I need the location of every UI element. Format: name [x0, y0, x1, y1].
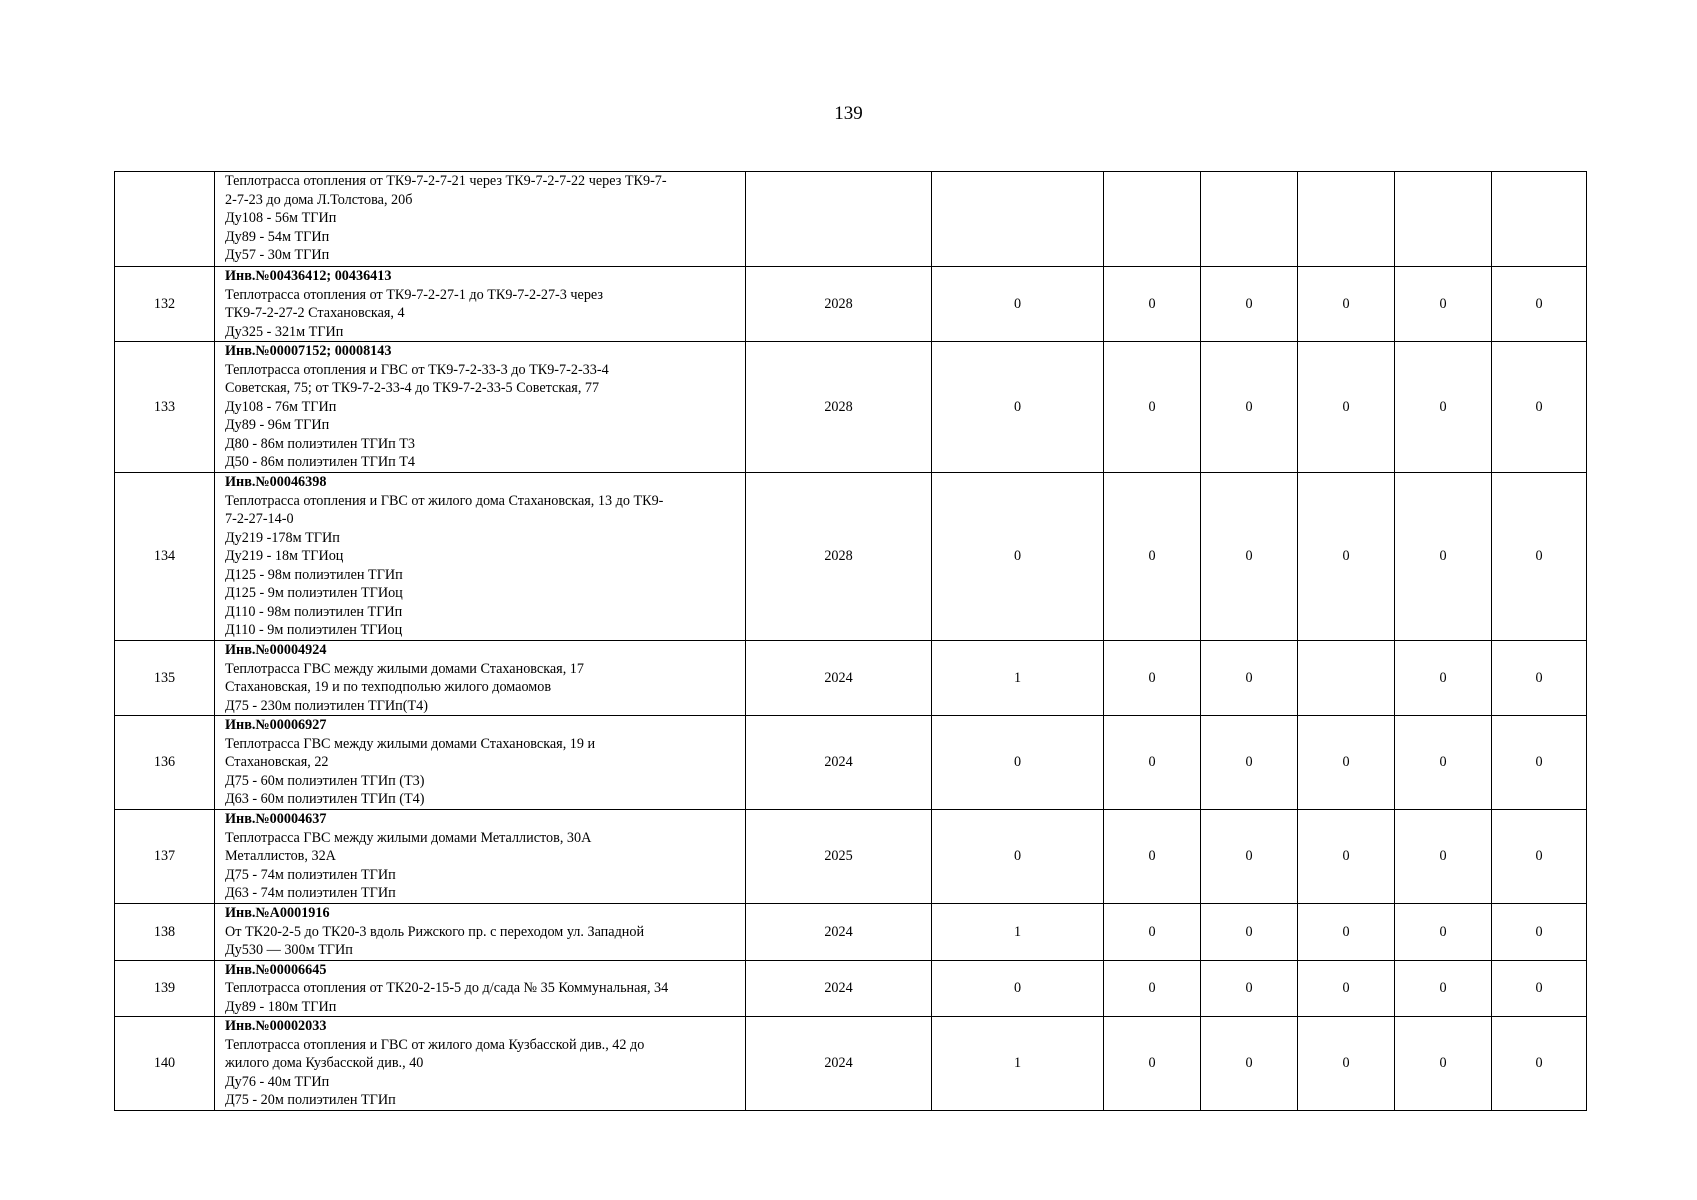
- inventory-number: Инв.№00436412; 00436413: [225, 268, 392, 284]
- row-value: 0: [1104, 1017, 1201, 1111]
- row-number: 135: [115, 641, 215, 716]
- row-value: 0: [1492, 960, 1587, 1017]
- row-value: 0: [1492, 810, 1587, 904]
- row-value: 0: [932, 716, 1104, 810]
- row-number: 136: [115, 716, 215, 810]
- row-value: 0: [1492, 1017, 1587, 1111]
- description-line: Теплотрасса отопления от ТК20-2-15-5 до д/сада № 35 Коммунальная, 34: [225, 980, 669, 996]
- description-line: Д63 - 74м полиэтилен ТГИп: [225, 885, 396, 901]
- row-value: 0: [932, 267, 1104, 342]
- description-line: Д63 - 60м полиэтилен ТГИп (Т4): [225, 791, 425, 807]
- row-value: 0: [1395, 716, 1492, 810]
- description-line: Теплотрасса отопления от ТК9-7-2-7-21 через ТК9-7-2-7-22 через ТК9-7-: [225, 173, 667, 189]
- row-value: 0: [1395, 960, 1492, 1017]
- row-value: [1104, 172, 1201, 267]
- row-description: [215, 810, 746, 904]
- row-value: 0: [1104, 904, 1201, 961]
- row-value: 0: [1298, 1017, 1395, 1111]
- description-line: Ду89 - 54м ТГИп: [225, 228, 330, 245]
- row-value: 0: [1201, 342, 1298, 473]
- description-line: Металлистов, 32А: [225, 848, 336, 864]
- table-row: [115, 716, 1587, 810]
- row-year: 2025: [746, 810, 932, 904]
- row-description: [215, 473, 746, 641]
- table-row: [115, 641, 1587, 716]
- row-value: 0: [1104, 342, 1201, 473]
- row-value: 0: [1492, 904, 1587, 961]
- row-value: [1492, 172, 1587, 267]
- description-line: Теплотрасса ГВС между жилыми домами Металлистов, 30А: [225, 829, 592, 846]
- row-value: 0: [1104, 810, 1201, 904]
- row-value: 0: [1104, 267, 1201, 342]
- description-line: Ду89 - 96м ТГИп: [225, 417, 330, 433]
- row-year: 2028: [746, 342, 932, 473]
- description-line: 7-2-27-14-0: [225, 511, 294, 527]
- row-value: 0: [1492, 267, 1587, 342]
- row-year: 2024: [746, 716, 932, 810]
- description-line: Ду89 - 180м ТГИп: [225, 998, 337, 1015]
- description-line: Ду219 - 18м ТГИоц: [225, 548, 344, 564]
- row-value: 0: [1492, 342, 1587, 473]
- row-value: 0: [1201, 960, 1298, 1017]
- row-value: [1201, 172, 1298, 267]
- row-value: 0: [1395, 904, 1492, 961]
- description-line: Теплотрасса отопления и ГВС от жилого дома Стахановская, 13 до ТК9-: [225, 492, 664, 509]
- description-line: Теплотрасса отопления от ТК9-7-2-27-1 до ТК9-7-2-27-3 через: [225, 286, 604, 303]
- description-line: От ТК20-2-5 до ТК20-3 вдоль Рижского пр. с переходом ул. Западной: [225, 923, 645, 940]
- row-number: 132: [115, 267, 215, 342]
- row-value: 1: [932, 641, 1104, 716]
- row-value: 0: [1298, 810, 1395, 904]
- description-line: Ду76 - 40м ТГИп: [225, 1073, 330, 1090]
- page-number: 139: [834, 103, 863, 124]
- row-value: 0: [1104, 716, 1201, 810]
- row-year: 2024: [746, 904, 932, 961]
- description-line: Ду530 — 300м ТГИп: [225, 942, 353, 958]
- description-line: Д75 - 20м полиэтилен ТГИп: [225, 1092, 396, 1108]
- row-value: 0: [1395, 342, 1492, 473]
- row-value: 0: [1395, 267, 1492, 342]
- row-description: [215, 904, 746, 961]
- row-year: 2024: [746, 1017, 932, 1111]
- description-line: Д110 - 98м полиэтилен ТГИп: [225, 603, 403, 620]
- description-line: Теплотрасса ГВС между жилыми домами Стахановская, 19 и: [225, 735, 596, 752]
- row-value: 0: [1298, 342, 1395, 473]
- row-number: [115, 172, 215, 267]
- table-row: [115, 1017, 1587, 1111]
- row-value: 0: [1201, 716, 1298, 810]
- inventory-number: Инв.№00004637: [225, 811, 327, 827]
- row-value: 0: [1201, 267, 1298, 342]
- description-line: Теплотрасса отопления и ГВС от ТК9-7-2-33-3 до ТК9-7-2-33-4: [225, 361, 609, 378]
- table-row: [115, 960, 1587, 1017]
- row-value: [1298, 172, 1395, 267]
- description-line: Д80 - 86м полиэтилен ТГИп Т3: [225, 435, 415, 452]
- row-number: 139: [115, 960, 215, 1017]
- row-number: 140: [115, 1017, 215, 1111]
- row-year: 2024: [746, 960, 932, 1017]
- description-line: 2-7-23 до дома Л.Толстова, 20б: [225, 191, 413, 208]
- description-line: ТК9-7-2-27-2 Стахановская, 4: [225, 305, 405, 321]
- inventory-number: Инв.№00006645: [225, 961, 327, 978]
- row-value: 0: [1298, 267, 1395, 342]
- row-number: 133: [115, 342, 215, 473]
- row-value: [1395, 172, 1492, 267]
- description-line: Ду325 - 321м ТГИп: [225, 323, 344, 340]
- description-line: Д75 - 230м полиэтилен ТГИп(Т4): [225, 697, 428, 714]
- row-value: 0: [1298, 716, 1395, 810]
- table-row: [115, 267, 1587, 342]
- row-year: 2024: [746, 641, 932, 716]
- inventory-number: Инв.№00002033: [225, 1018, 327, 1034]
- row-value: 1: [932, 1017, 1104, 1111]
- inventory-number: Инв.№00007152; 00008143: [225, 343, 392, 359]
- table-body: [115, 172, 1587, 1111]
- row-description: [215, 960, 746, 1017]
- inventory-number: Инв.№00004924: [225, 642, 327, 658]
- row-value: 0: [1104, 960, 1201, 1017]
- table-row: [115, 904, 1587, 961]
- row-year: [746, 172, 932, 267]
- description-line: Д75 - 74м полиэтилен ТГИп: [225, 866, 396, 883]
- row-description: [215, 1017, 746, 1111]
- row-value: 0: [1395, 1017, 1492, 1111]
- description-line: Д75 - 60м полиэтилен ТГИп (Т3): [225, 772, 425, 789]
- table-row: [115, 810, 1587, 904]
- row-value: 0: [1201, 904, 1298, 961]
- description-line: Советская, 75; от ТК9-7-2-33-4 до ТК9-7-2-33-5 Советская, 77: [225, 380, 600, 396]
- row-value: 0: [932, 342, 1104, 473]
- row-value: 0: [1201, 810, 1298, 904]
- description-line: Стахановская, 22: [225, 754, 329, 770]
- row-value: 0: [1201, 473, 1298, 641]
- table-row: [115, 473, 1587, 641]
- row-value: 0: [1104, 641, 1201, 716]
- row-number: 138: [115, 904, 215, 961]
- table-row: [115, 342, 1587, 473]
- row-value: 0: [1298, 960, 1395, 1017]
- description-line: Д125 - 9м полиэтилен ТГИоц: [225, 585, 403, 601]
- description-line: Стахановская, 19 и по техподполью жилого домаомов: [225, 679, 552, 695]
- row-value: [1298, 641, 1395, 716]
- row-value: 0: [1201, 641, 1298, 716]
- row-value: 0: [1395, 810, 1492, 904]
- description-line: Теплотрасса ГВС между жилыми домами Стахановская, 17: [225, 660, 584, 677]
- description-line: Д50 - 86м полиэтилен ТГИп Т4: [225, 454, 415, 470]
- row-value: 0: [1492, 641, 1587, 716]
- row-value: 0: [1201, 1017, 1298, 1111]
- description-line: Ду57 - 30м ТГИп: [225, 247, 330, 263]
- description-line: Ду108 - 76м ТГИп: [225, 398, 337, 415]
- description-line: Д125 - 98м полиэтилен ТГИп: [225, 566, 403, 583]
- description-line: жилого дома Кузбасской див., 40: [225, 1055, 424, 1071]
- row-value: 0: [1395, 473, 1492, 641]
- description-line: Ду219 -178м ТГИп: [225, 529, 340, 546]
- row-value: 0: [932, 473, 1104, 641]
- row-description: [215, 267, 746, 342]
- row-number: 137: [115, 810, 215, 904]
- row-description: [215, 342, 746, 473]
- inventory-number: Инв.№А0001916: [225, 905, 330, 921]
- table-row: [115, 172, 1587, 267]
- description-line: Теплотрасса отопления и ГВС от жилого дома Кузбасской див., 42 до: [225, 1036, 645, 1053]
- row-value: 0: [932, 960, 1104, 1017]
- row-year: 2028: [746, 267, 932, 342]
- row-value: 0: [1104, 473, 1201, 641]
- row-description: [215, 716, 746, 810]
- row-value: 0: [1395, 641, 1492, 716]
- row-value: 1: [932, 904, 1104, 961]
- pipeline-table: [114, 171, 1587, 1111]
- row-value: 0: [1298, 473, 1395, 641]
- row-value: 0: [932, 810, 1104, 904]
- inventory-number: Инв.№00046398: [225, 474, 327, 490]
- description-line: Д110 - 9м полиэтилен ТГИоц: [225, 622, 403, 638]
- row-value: [932, 172, 1104, 267]
- row-value: 0: [1298, 904, 1395, 961]
- inventory-number: Инв.№00006927: [225, 717, 327, 733]
- row-description: [215, 172, 746, 267]
- row-value: 0: [1492, 716, 1587, 810]
- row-description: [215, 641, 746, 716]
- row-year: 2028: [746, 473, 932, 641]
- description-line: Ду108 - 56м ТГИп: [225, 210, 337, 226]
- row-value: 0: [1492, 473, 1587, 641]
- row-number: 134: [115, 473, 215, 641]
